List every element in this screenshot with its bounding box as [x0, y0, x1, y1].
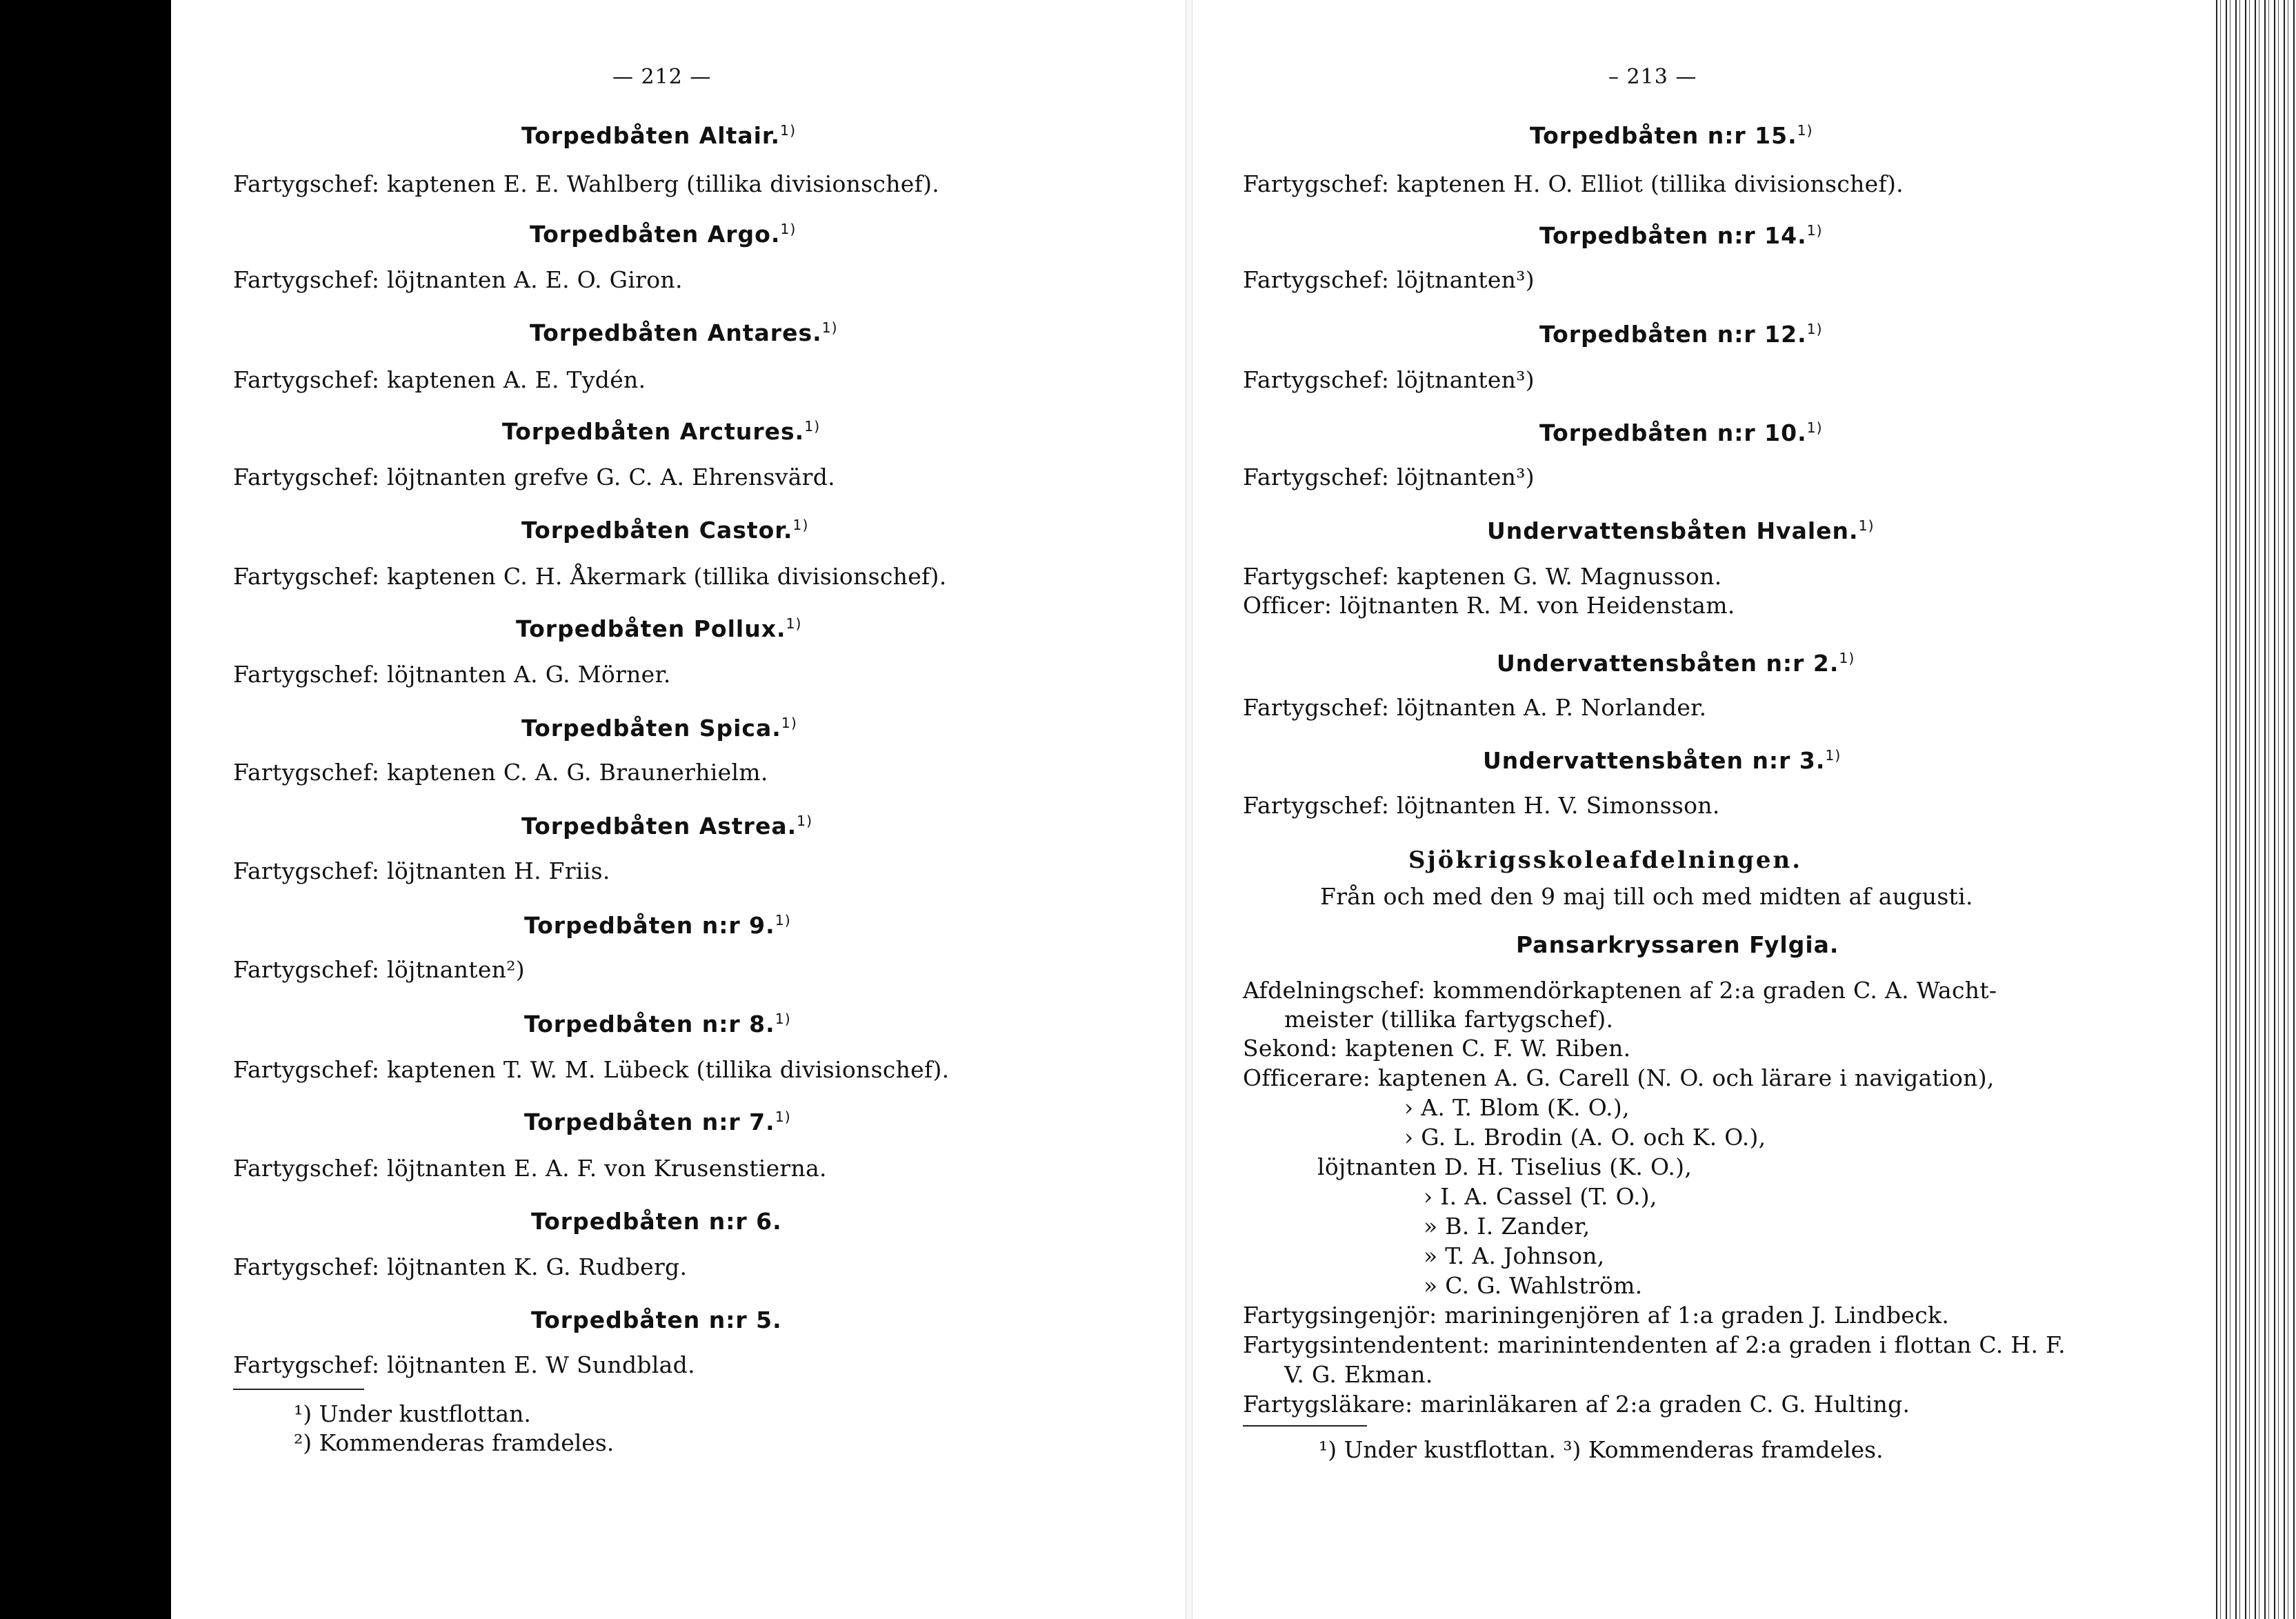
- entry-line: Fartygschef: kaptenen H. O. Elliot (tillika divisionschef).: [1243, 170, 1904, 197]
- crew-line: Fartygsingenjör: mariningenjören af 1:a graden J. Lindbeck.: [1243, 1302, 1950, 1329]
- entry-line: Fartygschef: löjtnanten A. E. O. Giron.: [233, 266, 683, 293]
- crew-line: » B. I. Zander,: [1424, 1213, 1590, 1240]
- crew-line: meister (tillika fartygschef).: [1284, 1006, 1614, 1033]
- crew-line: V. G. Ekman.: [1284, 1361, 1433, 1388]
- book-gutter: [1185, 0, 1193, 1619]
- crew-line: » C. G. Wahlström.: [1424, 1272, 1643, 1299]
- entry-line: Fartygschef: kaptenen C. H. Åkermark (tillika divisionschef).: [233, 563, 947, 590]
- crew-line: › I. A. Cassel (T. O.),: [1424, 1183, 1657, 1210]
- entry-line: Fartygschef: löjtnanten grefve G. C. A. Ehrensvärd.: [233, 464, 835, 490]
- section-subtitle: Från och med den 9 maj till och med midten af augusti.: [1320, 883, 1973, 910]
- footnote: ¹) Under kustflottan. ³) Kommenderas framdeles.: [1319, 1436, 1884, 1463]
- entry-heading: Torpedbåten n:r 14.$^{1)}$: [1539, 222, 1823, 249]
- entry-heading: Torpedbåten Arctures.$^{1)}$: [502, 418, 821, 445]
- crew-line: Fartygsintendentent: marinintendenten af 2:a graden i flottan C. H. F.: [1243, 1331, 2066, 1358]
- entry-heading: Undervattensbåten Hvalen.$^{1)}$: [1487, 517, 1875, 544]
- entry-heading: Torpedbåten Castor.$^{1)}$: [521, 517, 809, 544]
- entry-line: Fartygschef: löjtnanten H. Friis.: [233, 857, 610, 884]
- crew-line: Fartygsläkare: marinläkaren af 2:a graden C. G. Hulting.: [1243, 1391, 1910, 1418]
- entry-line: Fartygschef: kaptenen A. E. Tydén.: [233, 366, 646, 393]
- footnote-rule: [1243, 1425, 1367, 1427]
- entry-heading: Torpedbåten Antares.$^{1)}$: [530, 319, 838, 346]
- right-page: [1193, 0, 2214, 1619]
- entry-heading: Torpedbåten n:r 8.$^{1)}$: [524, 1011, 791, 1037]
- entry-line: Fartygschef: kaptenen T. W. M. Lübeck (tillika divisionschef).: [233, 1056, 950, 1083]
- crew-line: Afdelningschef: kommendörkaptenen af 2:a graden C. A. Wacht-: [1243, 977, 1997, 1004]
- entry-heading: Torpedbåten Spica.$^{1)}$: [521, 715, 797, 742]
- entry-line: Fartygschef: löjtnanten E. A. F. von Krusenstierna.: [233, 1155, 827, 1182]
- section-title: Sjökrigsskoleafdelningen.: [1408, 846, 1803, 874]
- entry-line: Fartygschef: kaptenen G. W. Magnusson.: [1243, 563, 1722, 590]
- entry-heading: Torpedbåten Pollux.$^{1)}$: [516, 615, 802, 642]
- entry-heading: Torpedbåten n:r 6.: [531, 1208, 782, 1235]
- crew-line: Sekond: kaptenen C. F. W. Riben.: [1243, 1035, 1631, 1062]
- page-number-right: – 213 —: [1608, 65, 1697, 89]
- entry-line: Fartygschef: kaptenen C. A. G. Braunerhielm.: [233, 759, 768, 786]
- entry-heading: Undervattensbåten n:r 3.$^{1)}$: [1483, 747, 1841, 774]
- entry-line: Fartygschef: löjtnanten E. W Sundblad.: [233, 1351, 695, 1378]
- left-page: [171, 0, 1185, 1619]
- entry-line: Officer: löjtnanten R. M. von Heidenstam.: [1243, 592, 1735, 619]
- entry-heading: Torpedbåten n:r 5.: [531, 1307, 782, 1333]
- entry-heading: Undervattensbåten n:r 2.$^{1)}$: [1497, 650, 1855, 677]
- crew-line: » T. A. Johnson,: [1424, 1242, 1605, 1269]
- entry-heading: Torpedbåten n:r 7.$^{1)}$: [524, 1109, 791, 1135]
- footnote: ¹) Under kustflottan.: [294, 1400, 531, 1427]
- page-number-left: — 212 —: [612, 65, 712, 89]
- entry-heading: Torpedbåten n:r 15.$^{1)}$: [1530, 122, 1813, 149]
- page-edge-strips: [2214, 0, 2296, 1619]
- crew-line: Officerare: kaptenen A. G. Carell (N. O. och lärare i navigation),: [1243, 1064, 1995, 1091]
- crew-line: › G. L. Brodin (A. O. och K. O.),: [1404, 1124, 1766, 1151]
- entry-line: Fartygschef: löjtnanten³): [1243, 464, 1535, 490]
- crew-line: löjtnanten D. H. Tiselius (K. O.),: [1317, 1153, 1693, 1180]
- entry-line: Fartygschef: löjtnanten H. V. Simonsson.: [1243, 792, 1720, 819]
- entry-line: Fartygschef: löjtnanten K. G. Rudberg.: [233, 1253, 688, 1280]
- entry-heading: Torpedbåten Altair.$^{1)}$: [521, 122, 797, 149]
- ship-heading: Pansarkryssaren Fylgia.: [1516, 931, 1839, 958]
- entry-heading: Torpedbåten n:r 10.$^{1)}$: [1539, 419, 1823, 446]
- entry-line: Fartygschef: löjtnanten³): [1243, 366, 1535, 393]
- entry-heading: Torpedbåten Astrea.$^{1)}$: [521, 813, 813, 840]
- entry-line: Fartygschef: löjtnanten³): [1243, 266, 1535, 293]
- entry-line: Fartygschef: löjtnanten²): [233, 956, 525, 983]
- footnote: ²) Kommenderas framdeles.: [294, 1429, 615, 1456]
- entry-line: Fartygschef: kaptenen E. E. Wahlberg (tillika divisionschef).: [233, 170, 940, 197]
- entry-heading: Torpedbåten n:r 9.$^{1)}$: [524, 912, 791, 939]
- footnote-rule: [233, 1389, 364, 1390]
- crew-line: › A. T. Blom (K. O.),: [1404, 1094, 1630, 1121]
- entry-line: Fartygschef: löjtnanten A. P. Norlander.: [1243, 694, 1707, 721]
- entry-line: Fartygschef: löjtnanten A. G. Mörner.: [233, 661, 671, 688]
- entry-heading: Torpedbåten n:r 12.$^{1)}$: [1539, 321, 1823, 348]
- entry-heading: Torpedbåten Argo.$^{1)}$: [530, 221, 797, 248]
